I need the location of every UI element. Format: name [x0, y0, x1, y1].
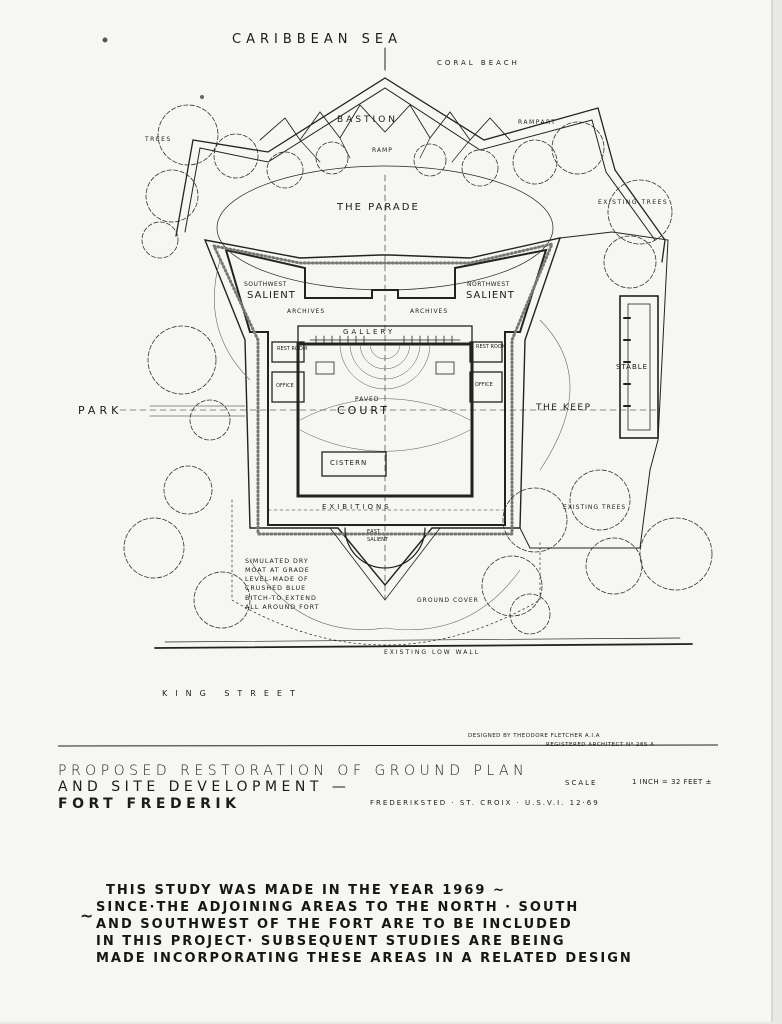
exhibitions-label: EXIBITIONS: [322, 503, 392, 511]
archives-east-label: ARCHIVES: [410, 308, 449, 315]
moat-line: CRUSHED BLUE: [245, 585, 307, 593]
note-line: SINCE·THE ADJOINING AREAS TO THE NORTH · SOUTH: [96, 900, 580, 915]
tree: [164, 466, 212, 514]
trees-label: TREES: [145, 136, 172, 143]
archives-west-label: ARCHIVES: [287, 308, 326, 315]
existing-trees-label: EXISTING TREES: [598, 199, 669, 206]
place-date: FREDERIKSTED · ST. CROIX · U.S.V.I. 12·69: [370, 799, 600, 807]
study-note: [96, 882, 736, 967]
registration-note: REGISTERED ARCHITECT Nº 285 A: [546, 742, 655, 748]
stair-west: [316, 362, 334, 374]
rest-room-west-label: REST ROOM: [277, 346, 308, 352]
pin-mark: [103, 38, 108, 43]
southwest-label: SOUTHWEST: [244, 281, 287, 288]
tree: [142, 222, 178, 258]
tree: [640, 518, 712, 590]
stair-east: [436, 362, 454, 374]
tree: [124, 518, 184, 578]
cistern-label: CISTERN: [330, 459, 368, 467]
paved-label: PAVED: [355, 396, 380, 403]
title-line-2: AND SITE DEVELOPMENT —: [58, 779, 351, 795]
park-label: PARK: [78, 404, 123, 417]
tree: [552, 122, 604, 174]
tree: [158, 105, 218, 165]
southwest-salient-label: SALIENT: [247, 290, 296, 301]
tree: [513, 140, 557, 184]
moat-line: MOAT AT GRADE: [245, 567, 310, 575]
keep-label: THE KEEP: [536, 403, 592, 413]
office-east-label: OFFICE: [475, 382, 493, 388]
pin-mark: [200, 95, 204, 99]
rampart-label: RAMPART: [518, 119, 557, 126]
gallery-label: GALLERY: [343, 328, 396, 336]
stable-label: STABLE: [616, 363, 649, 371]
low-wall-inner: [165, 638, 680, 642]
tree: [482, 556, 542, 616]
note-dash: ~: [80, 906, 94, 925]
low-wall-label: EXISTING LOW WALL: [384, 649, 481, 656]
northwest-salient-label: SALIENT: [466, 290, 515, 301]
king-street-label: KING STREET: [162, 689, 303, 698]
moat-line: SIMULATED DRY: [245, 558, 309, 565]
tree: [148, 326, 216, 394]
rest-room-east-label: REST ROOM: [476, 344, 507, 350]
moat-line: ALL AROUND FORT: [245, 603, 320, 611]
northwest-label: NORTHWEST: [467, 281, 510, 288]
tree: [267, 152, 303, 188]
tree: [194, 572, 250, 628]
park-path: [150, 406, 245, 416]
designer-credit: DESIGNED BY THEODORE FLETCHER A.I.A: [468, 733, 600, 739]
note-line: IN THIS PROJECT· SUBSEQUENT STUDIES ARE BEING: [96, 934, 566, 949]
tree: [214, 134, 258, 178]
tree: [586, 538, 642, 594]
rampart-inner: [185, 88, 655, 240]
tree: [570, 470, 630, 530]
tree: [510, 594, 550, 634]
court-label: COURT: [337, 404, 390, 417]
moat-note: [245, 557, 319, 612]
tree: [604, 236, 656, 288]
east-label: EAST: [367, 529, 380, 535]
parade-label: THE PARADE: [337, 202, 420, 213]
coral-beach-label: CORAL BEACH: [437, 59, 520, 67]
existing-trees-east-label: EXISTING TREES: [563, 504, 627, 511]
tree: [462, 150, 498, 186]
bastion-label: BASTION: [337, 115, 399, 125]
scale-value: 1 INCH = 32 FEET ±: [632, 778, 712, 786]
stable-columns: [624, 318, 630, 406]
ramp-label: RAMP: [372, 147, 393, 154]
sea-label: CARIBBEAN SEA: [232, 32, 402, 47]
office-west-label: OFFICE: [276, 383, 294, 389]
low-wall: [155, 644, 692, 648]
title-line-1: PROPOSED RESTORATION OF GROUND PLAN: [58, 763, 529, 779]
note-line: MADE INCORPORATING THESE AREAS IN A RELATED DESIGN: [96, 951, 633, 966]
tree: [608, 180, 672, 244]
ground-cover-label: GROUND COVER: [417, 597, 479, 604]
tree: [146, 170, 198, 222]
east-salient-label: SALIENT: [367, 537, 388, 543]
tree: [414, 144, 446, 176]
scale-label: SCALE: [565, 779, 598, 787]
note-line: AND SOUTHWEST OF THE FORT ARE TO BE INCLUDED: [96, 917, 573, 932]
note-line: THIS STUDY WAS MADE IN THE YEAR 1969 ~: [106, 883, 506, 898]
moat-line: BITCH-TO EXTEND: [245, 594, 317, 602]
fort-name: FORT FREDERIK: [58, 796, 241, 812]
keep-outline: [520, 232, 668, 548]
moat-line: LEVEL-MADE OF: [245, 576, 309, 584]
